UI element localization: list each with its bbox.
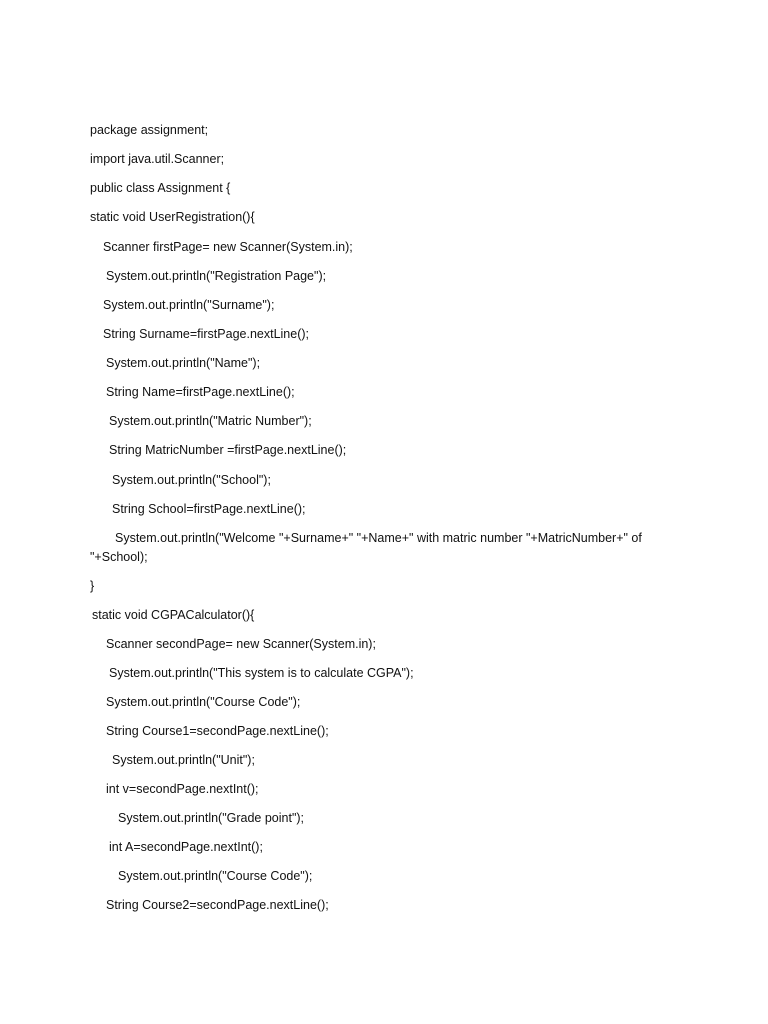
code-line: System.out.println("Course Code"); (118, 869, 313, 883)
code-line: int A=secondPage.nextInt(); (109, 840, 263, 854)
code-line: Scanner secondPage= new Scanner(System.in); (106, 637, 376, 651)
code-line: System.out.println("Name"); (106, 356, 261, 370)
code-line: String Surname=firstPage.nextLine(); (103, 327, 310, 341)
code-line: System.out.println("Course Code"); (106, 695, 301, 709)
code-line: System.out.println("Unit"); (112, 753, 255, 767)
code-line: public class Assignment { (90, 181, 231, 195)
code-line: "+School); (90, 550, 148, 564)
code-line: String MatricNumber =firstPage.nextLine(); (109, 443, 347, 457)
code-line: System.out.println("Grade point"); (118, 811, 305, 825)
code-line: String Name=firstPage.nextLine(); (106, 385, 295, 399)
code-line: System.out.println("Welcome "+Surname+" "+Name+" with matric number "+MatricNumber+" of (115, 531, 642, 545)
code-line: package assignment; (90, 123, 209, 137)
code-line: static void UserRegistration(){ (90, 210, 255, 224)
code-line: Scanner firstPage= new Scanner(System.in); (103, 240, 353, 254)
code-line: System.out.println("Matric Number"); (109, 414, 312, 428)
code-line: System.out.println("School"); (112, 473, 271, 487)
code-line: import java.util.Scanner; (90, 152, 225, 166)
code-line: int v=secondPage.nextInt(); (106, 782, 259, 796)
code-line: String Course1=secondPage.nextLine(); (106, 724, 329, 738)
code-line: String School=firstPage.nextLine(); (112, 502, 306, 516)
code-line: } (90, 579, 95, 593)
code-line: static void CGPACalculator(){ (92, 608, 255, 622)
code-line: System.out.println("This system is to calculate CGPA"); (109, 666, 414, 680)
code-line: System.out.println("Registration Page"); (106, 269, 327, 283)
code-line: System.out.println("Surname"); (103, 298, 275, 312)
code-line: String Course2=secondPage.nextLine(); (106, 898, 329, 912)
